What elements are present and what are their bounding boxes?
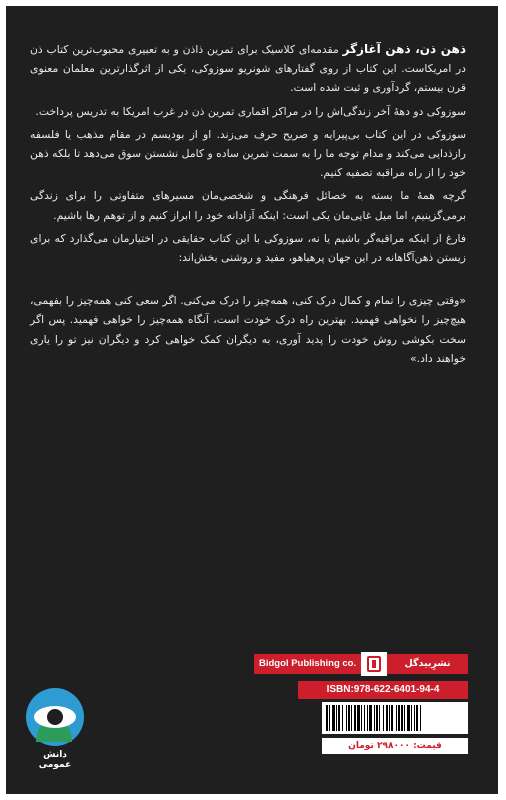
publisher-strip (254, 652, 468, 676)
barcode (322, 702, 468, 734)
intro-paragraph (30, 40, 466, 98)
intro-text: مقدمه‌ای کلاسیک برای تمرین ذاذن و به تعبیری محبوب‌ترین کتاب ذن در امریکاست. این کتاب از روی گفتارهای شونریو سوزوکی، یکی از اثرگذارترین معلمان معنوی قرن بیستم، گردآوری و ثبت شده است. (30, 43, 466, 95)
price-label: قیمت: ۲۹۸۰۰۰ تومان (322, 738, 468, 754)
publisher-name-en: Bidgol Publishing co. (254, 654, 361, 674)
eye-pupil (47, 709, 63, 725)
book-logo-icon (361, 652, 387, 676)
paragraph-truths: فارغ از اینکه مراقبه‌گر باشیم یا نه، سوزوکی با این کتاب حقایقی در اختیارمان می‌گذارد که برای زیستن ذهن‌آگاهانه در این جهان پرهیاهو، مفید و روشنی بخش‌اند: (30, 231, 466, 265)
back-cover (6, 6, 498, 794)
publisher-name-fa: نشرِبیدگل (387, 654, 468, 674)
paragraph-style: سوزوکی در این کتاب بی‌پیرایه و صریح حرف می‌زند. او از بودیسم در مقام مذهب یا فلسفه رازذدایی می‌کند و مدام توجه ما را به سمت تمرین ساده و کامل نشستن سوق می‌دهد تا بلکه ذهن خود را از راه مراقبه تصفیه کنیم. (30, 127, 466, 180)
series-label: دانش عمومی (38, 750, 72, 770)
paragraph-paths: گرچه همهٔ ما بسته به خصائل فرهنگی و شخصی‌مان مسیرهای متفاوتی را برای زندگی برمی‌گزینیم، اما میل غایی‌مان یکی است: اینکه آزادانه خود را ابراز کنیم و از توهم رها باشیم. (30, 189, 466, 222)
series-badge-icon (26, 688, 84, 746)
isbn-label: ISBN:978-622-6401-94-4 (298, 681, 468, 699)
blurb-text (30, 40, 466, 372)
paragraph-teaching: سوزوکی دو دهۀ آخر زندگی‌اش را در مراکز اقماری تمرین ذن در غرب امریکا به تدریس پرداخت. (35, 104, 466, 118)
barcode-bars (322, 702, 468, 734)
quote-paragraph: «وقتی چیزی را تمام و کمال درک کنی، همه‌چیز را درک می‌کنی. اگر سعی کنی همه‌چیز را بفهمی، هیچ‌چیز را نخواهی فهمید. بهترین راه درک خودت است، آنگاه همه‌چیز را خواهی فهمید. پس اگر سخت بکوشی روش خودت را پدید آوری، به دیگران کمک خواهی کرد و دیگران نیز تو را یاری خواهند داد.» (30, 294, 466, 365)
book-title: ذهن ذن، ذهن آغازگر (342, 42, 466, 56)
